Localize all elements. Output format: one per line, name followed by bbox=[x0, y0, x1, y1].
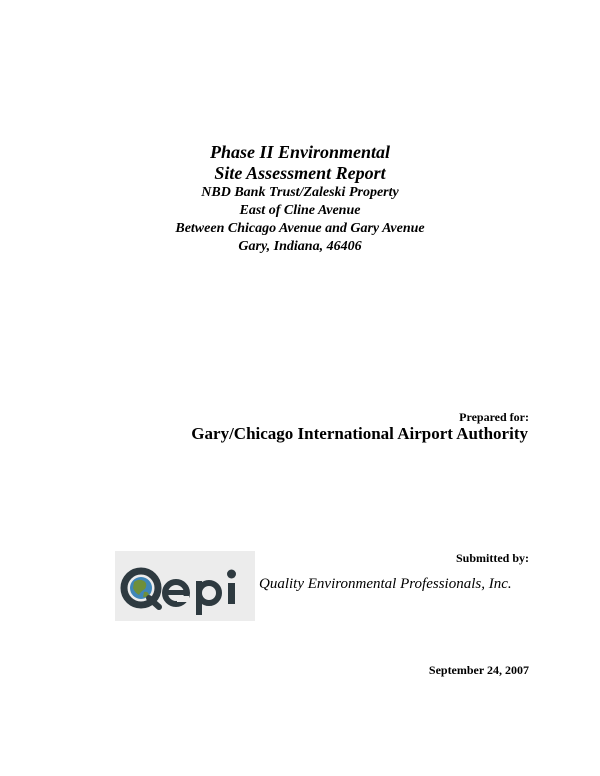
report-title-line-1: Phase II Environmental bbox=[209, 142, 391, 162]
client-name: Gary/Chicago International Airport Authority bbox=[191, 424, 528, 443]
property-location: East of Cline Avenue bbox=[239, 203, 361, 218]
company-name: Quality Environmental Professionals, Inc. bbox=[259, 576, 512, 592]
property-name: NBD Bank Trust/Zaleski Property bbox=[201, 185, 399, 200]
prepared-for-label: Prepared for: bbox=[459, 410, 529, 424]
report-date: September 24, 2007 bbox=[428, 663, 529, 677]
qepi-logo bbox=[115, 551, 255, 621]
report-title-block bbox=[0, 142, 600, 256]
submitted-by-label: Submitted by: bbox=[455, 551, 529, 565]
property-cross-streets: Between Chicago Avenue and Gary Avenue bbox=[175, 221, 425, 236]
property-city: Gary, Indiana, 46406 bbox=[238, 239, 362, 254]
report-title-line-2: Site Assessment Report bbox=[214, 163, 386, 183]
